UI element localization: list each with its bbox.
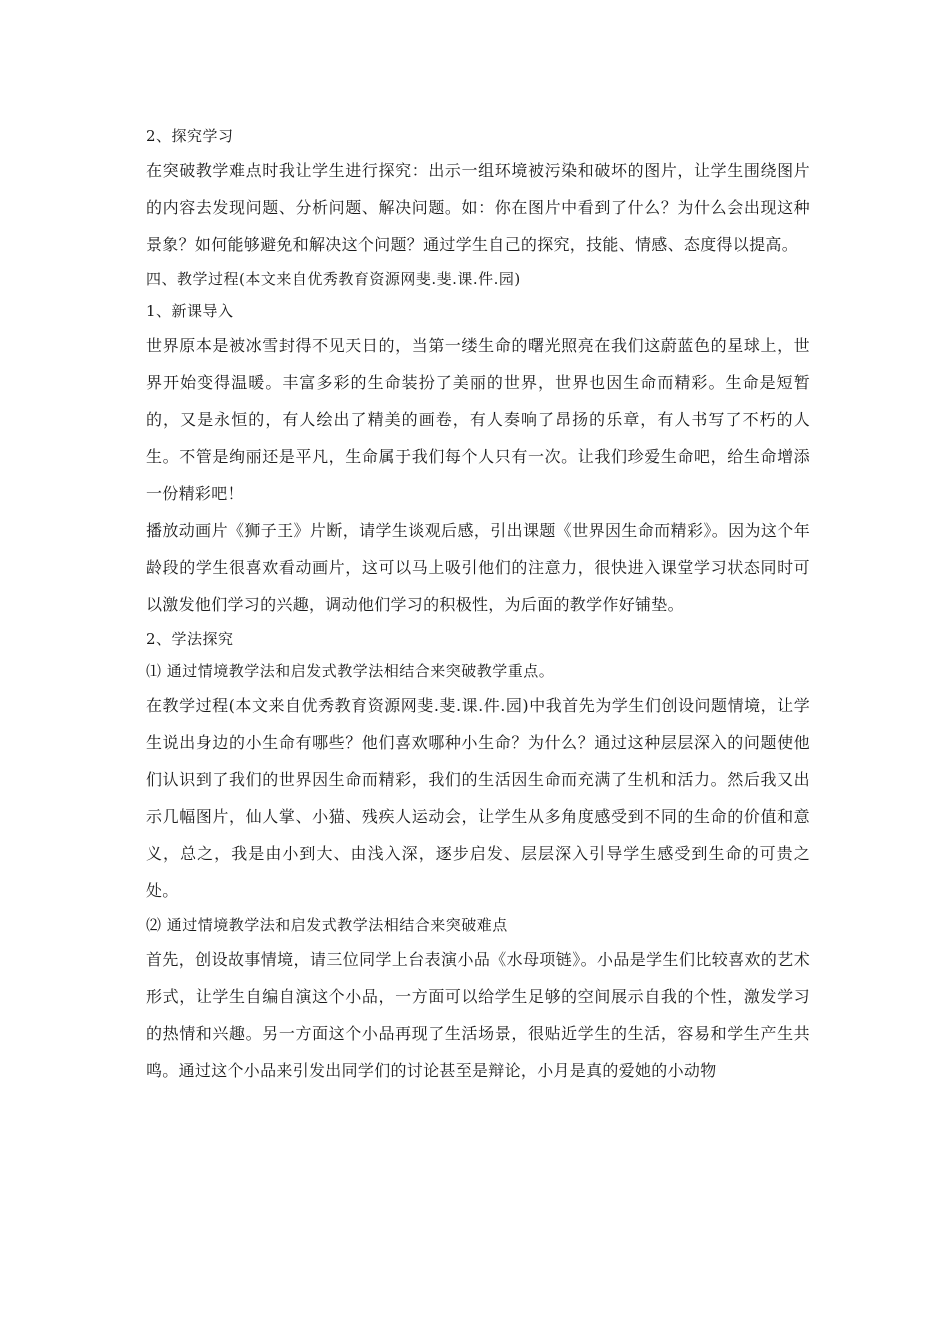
section-heading-study-method: 2、学法探究 [146,630,234,648]
paragraph-inquiry-learning: 在突破教学难点时我让学生进行探究：出示一组环境被污染和破坏的图片，让学生围绕图片的内容去发现问题、分析问题、解决问题。如：你在图片中看到了什么？为什么会出现这种景象？如何能够避免和解决这个问题？通过学生自己的探究，技能、情感、态度得以提高。 [146,161,810,254]
paragraph-lesson-intro: 世界原本是被冰雪封得不见天日的，当第一缕生命的曙光照亮在我们这蔚蓝色的星球上，世界开始变得温暖。丰富多彩的生命装扮了美丽的世界，世界也因生命而精彩。生命是短暂的，又是永恒的，有人绘出了精美的画卷，有人奏响了昂扬的乐章，有人书写了不朽的人生。不管是绚丽还是平凡，生命属于我们每个人只有一次。让我们珍爱生命吧，给生命增添一份精彩吧！ [146,336,810,503]
paragraph-difficult-points: 首先，创设故事情境，请三位同学上台表演小品《水母项链》。小品是学生们比较喜欢的艺术形式，让学生自编自演这个小品，一方面可以给学生足够的空间展示自我的个性，激发学习的热情和兴趣。另一方面这个小品再现了生活场景，很贴近学生的生活，容易和学生产生共鸣。通过这个小品来引发出同学们的讨论甚至是辩论，小月是真的爱她的小动物 [146,950,810,1080]
paragraph-lion-king: 播放动画片《狮子王》片断，请学生谈观后感，引出课题《世界因生命而精彩》。因为这个年龄段的学生很喜欢看动画片，这可以马上吸引他们的注意力，很快进入课堂学习状态同时可以激发他们学习的兴趣，调动他们学习的积极性，为后面的教学作好铺垫。 [146,521,810,614]
section-heading-lesson-intro: 1、新课导入 [146,302,234,320]
document-body [146,120,810,1089]
subheading-key-points: ⑴ 通过情境教学法和启发式教学法相结合来突破教学重点。 [146,662,555,680]
section-heading-teaching-process: 四、教学过程(本文来自优秀教育资源网斐.斐.课.件.园) [146,270,521,288]
paragraph-key-points: 在教学过程(本文来自优秀教育资源网斐.斐.课.件.园)中我首先为学生们创设问题情境，让学生说出身边的小生命有哪些？他们喜欢哪种小生命？为什么？通过这种层层深入的问题使他们认识到了我们的世界因生命而精彩，我们的生活因生命而充满了生机和活力。然后我又出示几幅图片，仙人掌、小猫、残疾人运动会，让学生从多角度感受到不同的生命的价值和意义，总之，我是由小到大、由浅入深，逐步启发、层层深入引导学生感受到生命的可贵之处。 [146,696,810,900]
section-heading-inquiry-learning: 2、探究学习 [146,127,234,145]
subheading-difficult-points: ⑵ 通过情境教学法和启发式教学法相结合来突破难点 [146,916,508,934]
